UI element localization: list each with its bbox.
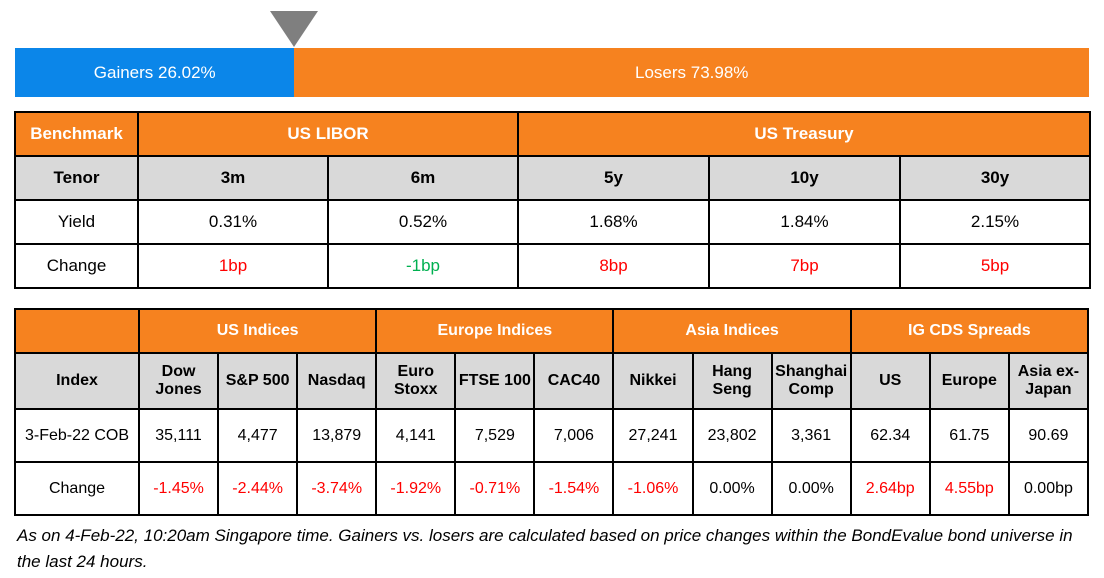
us-libor-group-header: US LIBOR [138, 112, 518, 156]
index-column-header: Index [15, 353, 139, 409]
cob-row-label: 3-Feb-22 COB [15, 409, 139, 462]
col-header-cac40: CAC40 [534, 353, 613, 409]
us-treasury-group-header: US Treasury [518, 112, 1090, 156]
change-nasdaq: -3.74% [297, 462, 376, 515]
change-euro-stoxx: -1.92% [376, 462, 455, 515]
yield-5y-cell: 1.68% [518, 200, 709, 244]
tenor-6m-header: 6m [328, 156, 518, 200]
yield-row-label: Yield [15, 200, 138, 244]
yield-3m-cell: 0.31% [138, 200, 328, 244]
change-cds-europe: 4.55bp [930, 462, 1009, 515]
yield-10y-cell: 1.84% [709, 200, 900, 244]
value-nikkei: 27,241 [613, 409, 692, 462]
value-nasdaq: 13,879 [297, 409, 376, 462]
value-cac40: 7,006 [534, 409, 613, 462]
col-header-ftse100: FTSE 100 [455, 353, 534, 409]
value-sp500: 4,477 [218, 409, 297, 462]
ig-cds-spreads-group-header: IG CDS Spreads [851, 309, 1088, 353]
value-cds-asia-ex-japan: 90.69 [1009, 409, 1088, 462]
tenor-3m-header: 3m [138, 156, 328, 200]
col-header-euro-stoxx: Euro Stoxx [376, 353, 455, 409]
change-6m-cell: -1bp [328, 244, 518, 288]
col-header-cds-europe: Europe [930, 353, 1009, 409]
col-header-sp500: S&P 500 [218, 353, 297, 409]
change-ftse100: -0.71% [455, 462, 534, 515]
tenor-5y-header: 5y [518, 156, 709, 200]
change-sp500: -2.44% [218, 462, 297, 515]
change-3m-cell: 1bp [138, 244, 328, 288]
benchmark-corner-header: Benchmark [15, 112, 138, 156]
boundary-marker-triangle-icon [270, 11, 318, 47]
change-cac40: -1.54% [534, 462, 613, 515]
col-header-cds-asia-ex-japan: Asia ex-Japan [1009, 353, 1088, 409]
value-hang-seng: 23,802 [693, 409, 772, 462]
change-cds-asia-ex-japan: 0.00bp [1009, 462, 1088, 515]
tenor-row-label: Tenor [15, 156, 138, 200]
change-nikkei: -1.06% [613, 462, 692, 515]
col-header-cds-us: US [851, 353, 930, 409]
benchmark-change-row-label: Change [15, 244, 138, 288]
indices-change-row-label: Change [15, 462, 139, 515]
change-shanghai-comp: 0.00% [772, 462, 851, 515]
col-header-nasdaq: Nasdaq [297, 353, 376, 409]
col-header-nikkei: Nikkei [613, 353, 692, 409]
change-10y-cell: 7bp [709, 244, 900, 288]
value-shanghai-comp: 3,361 [772, 409, 851, 462]
us-indices-group-header: US Indices [139, 309, 376, 353]
gainers-bar-segment: Gainers 26.02% [15, 48, 294, 97]
benchmark-table [14, 111, 1091, 289]
yield-6m-cell: 0.52% [328, 200, 518, 244]
col-header-hang-seng: Hang Seng [693, 353, 772, 409]
indices-table [14, 308, 1089, 516]
tenor-10y-header: 10y [709, 156, 900, 200]
value-euro-stoxx: 4,141 [376, 409, 455, 462]
value-cds-europe: 61.75 [930, 409, 1009, 462]
change-cds-us: 2.64bp [851, 462, 930, 515]
value-dow-jones: 35,111 [139, 409, 218, 462]
col-header-shanghai-comp: Shanghai Comp [772, 353, 851, 409]
change-dow-jones: -1.45% [139, 462, 218, 515]
yield-30y-cell: 2.15% [900, 200, 1090, 244]
losers-bar-segment: Losers 73.98% [294, 48, 1089, 97]
change-30y-cell: 5bp [900, 244, 1090, 288]
change-5y-cell: 8bp [518, 244, 709, 288]
footnote-text: As on 4-Feb-22, 10:20am Singapore time. Gainers vs. losers are calculated based on price changes within the BondEvalue bond universe in the last 24 hours. [17, 526, 1073, 572]
asia-indices-group-header: Asia Indices [613, 309, 850, 353]
value-ftse100: 7,529 [455, 409, 534, 462]
tenor-30y-header: 30y [900, 156, 1090, 200]
europe-indices-group-header: Europe Indices [376, 309, 613, 353]
gainers-losers-bar [15, 48, 1089, 97]
indices-corner-header [15, 309, 139, 353]
col-header-dow-jones: Dow Jones [139, 353, 218, 409]
change-hang-seng: 0.00% [693, 462, 772, 515]
value-cds-us: 62.34 [851, 409, 930, 462]
